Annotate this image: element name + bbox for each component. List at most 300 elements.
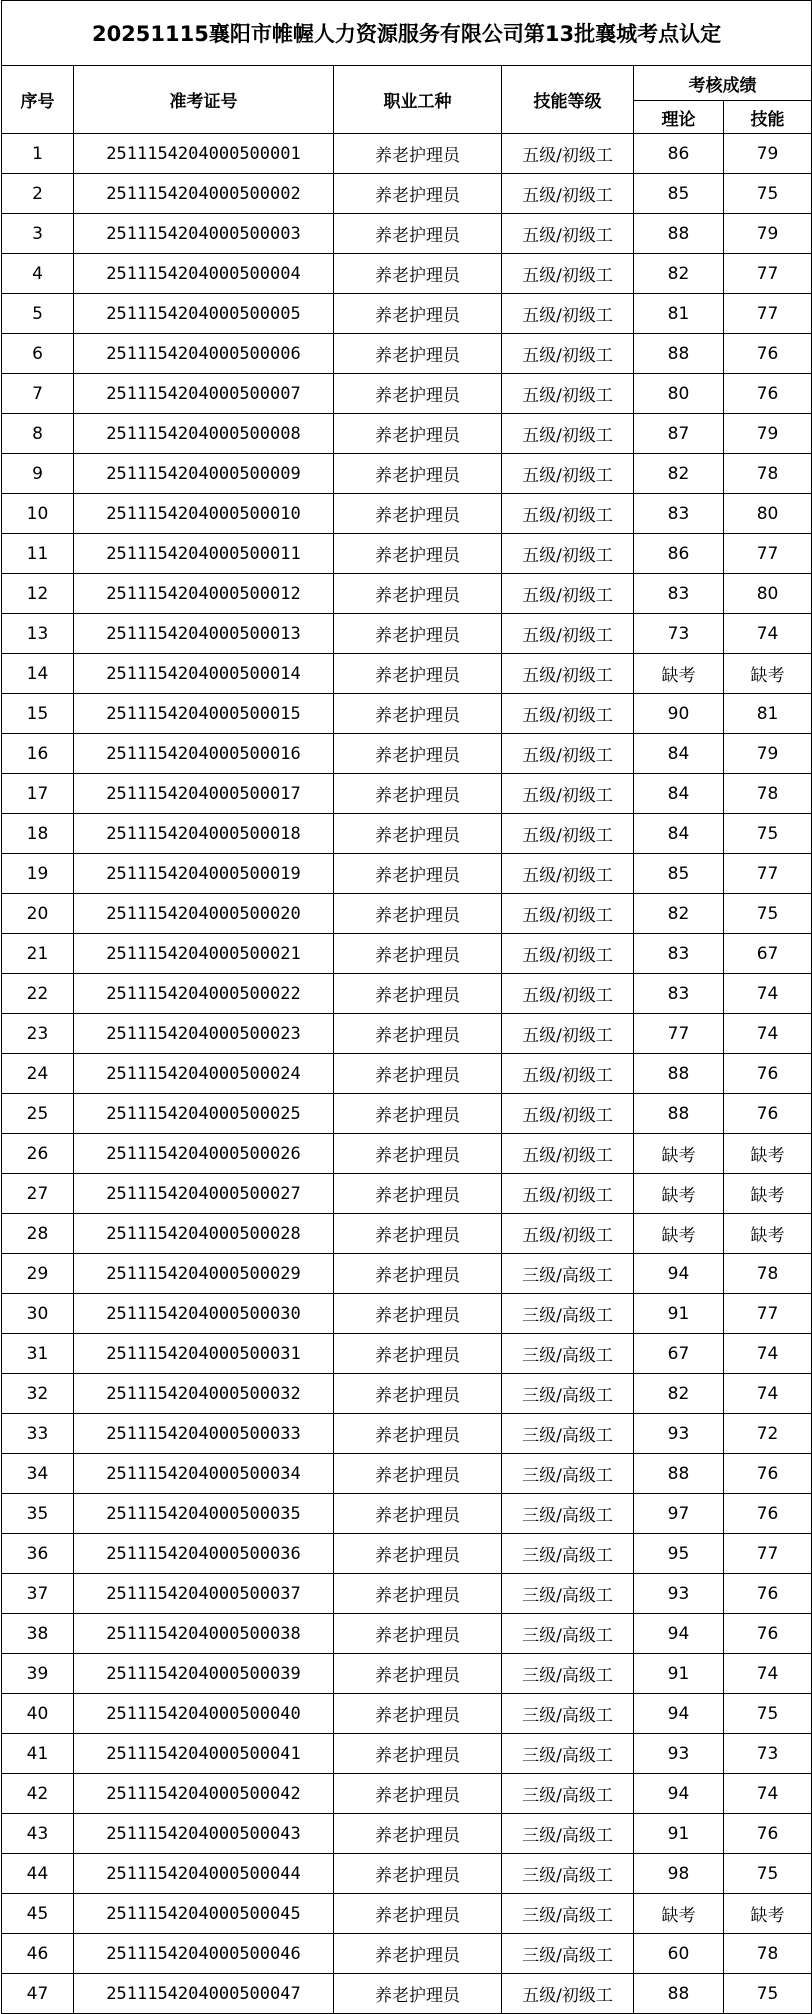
cell-occupation: 养老护理员 [334,174,502,214]
table-row [2,1374,812,1414]
cell-skill: 76 [724,1574,812,1614]
cell-theory: 98 [634,1854,724,1894]
cell-ticket: 2511154204000500018 [74,814,334,854]
cell-level: 三级/高级工 [502,1734,634,1774]
cell-skill: 80 [724,494,812,534]
cell-seq: 6 [2,334,74,374]
cell-level: 五级/初级工 [502,1014,634,1054]
cell-ticket: 2511154204000500001 [74,134,334,174]
cell-seq: 9 [2,454,74,494]
cell-ticket: 2511154204000500041 [74,1734,334,1774]
cell-ticket: 2511154204000500009 [74,454,334,494]
cell-occupation: 养老护理员 [334,1334,502,1374]
cell-seq: 1 [2,134,74,174]
cell-occupation: 养老护理员 [334,1614,502,1654]
cell-skill: 76 [724,1494,812,1534]
table-row [2,1494,812,1534]
cell-theory: 87 [634,414,724,454]
table-row [2,1854,812,1894]
table-row [2,494,812,534]
results-sheet [1,0,811,2014]
cell-ticket: 2511154204000500024 [74,1054,334,1094]
cell-seq: 16 [2,734,74,774]
cell-level: 五级/初级工 [502,374,634,414]
cell-ticket: 2511154204000500023 [74,1014,334,1054]
table-row [2,374,812,414]
table-row [2,1774,812,1814]
cell-occupation: 养老护理员 [334,414,502,454]
cell-theory: 83 [634,974,724,1014]
cell-seq: 23 [2,1014,74,1054]
cell-theory: 88 [634,1454,724,1494]
cell-seq: 33 [2,1414,74,1454]
cell-ticket: 2511154204000500022 [74,974,334,1014]
cell-theory: 86 [634,134,724,174]
cell-occupation: 养老护理员 [334,1094,502,1134]
cell-theory: 95 [634,1534,724,1574]
cell-ticket: 2511154204000500027 [74,1174,334,1214]
cell-level: 五级/初级工 [502,814,634,854]
cell-ticket: 2511154204000500045 [74,1894,334,1934]
cell-occupation: 养老护理员 [334,1894,502,1934]
cell-theory: 84 [634,734,724,774]
cell-occupation: 养老护理员 [334,1214,502,1254]
cell-occupation: 养老护理员 [334,454,502,494]
cell-skill: 74 [724,1374,812,1414]
cell-skill: 76 [724,334,812,374]
cell-skill: 76 [724,1614,812,1654]
cell-skill: 75 [724,174,812,214]
cell-skill: 74 [724,1334,812,1374]
cell-seq: 14 [2,654,74,694]
cell-seq: 34 [2,1454,74,1494]
cell-seq: 3 [2,214,74,254]
cell-seq: 24 [2,1054,74,1094]
cell-level: 三级/高级工 [502,1494,634,1534]
cell-occupation: 养老护理员 [334,1254,502,1294]
table-row [2,934,812,974]
cell-skill: 缺考 [724,1134,812,1174]
cell-level: 五级/初级工 [502,1094,634,1134]
cell-level: 五级/初级工 [502,894,634,934]
cell-level: 五级/初级工 [502,774,634,814]
cell-theory: 93 [634,1414,724,1454]
table-body [2,134,812,2014]
cell-occupation: 养老护理员 [334,1134,502,1174]
cell-skill: 73 [724,1734,812,1774]
cell-ticket: 2511154204000500035 [74,1494,334,1534]
cell-level: 三级/高级工 [502,1574,634,1614]
cell-seq: 17 [2,774,74,814]
cell-level: 五级/初级工 [502,1054,634,1094]
cell-skill: 78 [724,1254,812,1294]
table-row [2,1534,812,1574]
table-row [2,134,812,174]
cell-theory: 85 [634,854,724,894]
table-row [2,1054,812,1094]
cell-seq: 26 [2,1134,74,1174]
cell-theory: 88 [634,1974,724,2014]
cell-seq: 25 [2,1094,74,1134]
cell-level: 五级/初级工 [502,534,634,574]
cell-theory: 94 [634,1614,724,1654]
cell-theory: 67 [634,1334,724,1374]
table-row [2,1294,812,1334]
cell-seq: 35 [2,1494,74,1534]
cell-level: 五级/初级工 [502,734,634,774]
cell-occupation: 养老护理员 [334,1174,502,1214]
cell-ticket: 2511154204000500002 [74,174,334,214]
cell-ticket: 2511154204000500032 [74,1374,334,1414]
cell-theory: 82 [634,894,724,934]
cell-ticket: 2511154204000500026 [74,1134,334,1174]
cell-skill: 75 [724,814,812,854]
header-theory: 理论 [634,101,724,134]
cell-seq: 7 [2,374,74,414]
cell-occupation: 养老护理员 [334,1014,502,1054]
cell-level: 五级/初级工 [502,294,634,334]
cell-ticket: 2511154204000500004 [74,254,334,294]
cell-occupation: 养老护理员 [334,1534,502,1574]
cell-occupation: 养老护理员 [334,374,502,414]
header-skill: 技能 [724,101,812,134]
cell-ticket: 2511154204000500012 [74,574,334,614]
cell-seq: 47 [2,1974,74,2014]
cell-occupation: 养老护理员 [334,1774,502,1814]
cell-level: 三级/高级工 [502,1414,634,1454]
cell-skill: 76 [724,1814,812,1854]
cell-occupation: 养老护理员 [334,254,502,294]
cell-level: 五级/初级工 [502,134,634,174]
table-row [2,1614,812,1654]
cell-seq: 45 [2,1894,74,1934]
table-row [2,1214,812,1254]
cell-ticket: 2511154204000500037 [74,1574,334,1614]
cell-skill: 缺考 [724,1214,812,1254]
table-row [2,1414,812,1454]
cell-skill: 缺考 [724,654,812,694]
cell-theory: 97 [634,1494,724,1534]
cell-ticket: 2511154204000500010 [74,494,334,534]
cell-theory: 84 [634,814,724,854]
cell-occupation: 养老护理员 [334,534,502,574]
cell-ticket: 2511154204000500033 [74,1414,334,1454]
header-ticket: 准考证号 [74,66,334,134]
cell-theory: 81 [634,294,724,334]
cell-skill: 74 [724,614,812,654]
table-row [2,1454,812,1494]
cell-skill: 72 [724,1414,812,1454]
cell-theory: 缺考 [634,1134,724,1174]
cell-theory: 94 [634,1774,724,1814]
cell-theory: 91 [634,1294,724,1334]
cell-ticket: 2511154204000500007 [74,374,334,414]
cell-level: 三级/高级工 [502,1694,634,1734]
cell-seq: 41 [2,1734,74,1774]
cell-theory: 86 [634,534,724,574]
cell-occupation: 养老护理员 [334,1694,502,1734]
header-seq: 序号 [2,66,74,134]
cell-level: 五级/初级工 [502,614,634,654]
cell-occupation: 养老护理员 [334,694,502,734]
cell-level: 三级/高级工 [502,1294,634,1334]
cell-theory: 91 [634,1814,724,1854]
table-row [2,1734,812,1774]
cell-ticket: 2511154204000500046 [74,1934,334,1974]
table-row [2,294,812,334]
table-row [2,1174,812,1214]
cell-level: 五级/初级工 [502,1214,634,1254]
table-row [2,734,812,774]
cell-level: 五级/初级工 [502,934,634,974]
cell-occupation: 养老护理员 [334,654,502,694]
cell-theory: 82 [634,254,724,294]
cell-level: 三级/高级工 [502,1934,634,1974]
cell-skill: 74 [724,1014,812,1054]
cell-ticket: 2511154204000500038 [74,1614,334,1654]
cell-level: 三级/高级工 [502,1814,634,1854]
cell-seq: 10 [2,494,74,534]
table-row [2,1814,812,1854]
cell-occupation: 养老护理员 [334,494,502,534]
table-row [2,894,812,934]
cell-level: 三级/高级工 [502,1614,634,1654]
cell-occupation: 养老护理员 [334,614,502,654]
cell-seq: 37 [2,1574,74,1614]
cell-skill: 79 [724,734,812,774]
cell-occupation: 养老护理员 [334,1454,502,1494]
cell-skill: 缺考 [724,1174,812,1214]
cell-ticket: 2511154204000500006 [74,334,334,374]
cell-theory: 83 [634,574,724,614]
cell-level: 五级/初级工 [502,694,634,734]
cell-level: 三级/高级工 [502,1774,634,1814]
cell-skill: 75 [724,1694,812,1734]
cell-occupation: 养老护理员 [334,1414,502,1454]
cell-level: 三级/高级工 [502,1334,634,1374]
cell-level: 三级/高级工 [502,1654,634,1694]
table-row [2,1894,812,1934]
cell-seq: 5 [2,294,74,334]
cell-skill: 77 [724,1294,812,1334]
table-row [2,1574,812,1614]
cell-ticket: 2511154204000500039 [74,1654,334,1694]
table-row [2,1134,812,1174]
cell-seq: 19 [2,854,74,894]
cell-theory: 94 [634,1694,724,1734]
cell-skill: 77 [724,294,812,334]
cell-level: 五级/初级工 [502,214,634,254]
cell-seq: 38 [2,1614,74,1654]
cell-theory: 93 [634,1734,724,1774]
cell-skill: 77 [724,534,812,574]
cell-theory: 82 [634,454,724,494]
cell-ticket: 2511154204000500028 [74,1214,334,1254]
table-row [2,254,812,294]
cell-skill: 77 [724,254,812,294]
cell-theory: 88 [634,214,724,254]
cell-level: 五级/初级工 [502,414,634,454]
table-row [2,974,812,1014]
cell-theory: 85 [634,174,724,214]
cell-ticket: 2511154204000500008 [74,414,334,454]
cell-seq: 27 [2,1174,74,1214]
cell-skill: 67 [724,934,812,974]
cell-level: 五级/初级工 [502,454,634,494]
cell-skill: 78 [724,454,812,494]
cell-ticket: 2511154204000500016 [74,734,334,774]
cell-occupation: 养老护理员 [334,1814,502,1854]
cell-ticket: 2511154204000500034 [74,1454,334,1494]
cell-ticket: 2511154204000500014 [74,654,334,694]
cell-seq: 20 [2,894,74,934]
table-row [2,414,812,454]
cell-theory: 缺考 [634,1894,724,1934]
cell-ticket: 2511154204000500031 [74,1334,334,1374]
cell-ticket: 2511154204000500021 [74,934,334,974]
cell-theory: 93 [634,1574,724,1614]
cell-ticket: 2511154204000500043 [74,1814,334,1854]
cell-skill: 75 [724,894,812,934]
cell-level: 五级/初级工 [502,1174,634,1214]
cell-skill: 76 [724,1454,812,1494]
cell-skill: 74 [724,974,812,1014]
cell-level: 三级/高级工 [502,1894,634,1934]
cell-occupation: 养老护理员 [334,574,502,614]
cell-skill: 74 [724,1654,812,1694]
cell-skill: 76 [724,374,812,414]
cell-theory: 缺考 [634,654,724,694]
cell-theory: 88 [634,334,724,374]
cell-ticket: 2511154204000500015 [74,694,334,734]
cell-seq: 8 [2,414,74,454]
cell-level: 五级/初级工 [502,974,634,1014]
cell-level: 三级/高级工 [502,1254,634,1294]
table-row [2,1934,812,1974]
table-row [2,854,812,894]
cell-seq: 22 [2,974,74,1014]
cell-occupation: 养老护理员 [334,934,502,974]
cell-level: 五级/初级工 [502,574,634,614]
cell-skill: 79 [724,214,812,254]
table-row [2,614,812,654]
cell-ticket: 2511154204000500042 [74,1774,334,1814]
cell-skill: 缺考 [724,1894,812,1934]
cell-ticket: 2511154204000500013 [74,614,334,654]
cell-occupation: 养老护理员 [334,294,502,334]
cell-seq: 46 [2,1934,74,1974]
cell-skill: 79 [724,134,812,174]
table-row [2,1094,812,1134]
cell-theory: 80 [634,374,724,414]
cell-occupation: 养老护理员 [334,1854,502,1894]
cell-theory: 缺考 [634,1214,724,1254]
header-level: 技能等级 [502,66,634,134]
cell-theory: 91 [634,1654,724,1694]
cell-occupation: 养老护理员 [334,1374,502,1414]
cell-seq: 44 [2,1854,74,1894]
cell-theory: 83 [634,494,724,534]
cell-skill: 81 [724,694,812,734]
table-row [2,214,812,254]
cell-seq: 31 [2,1334,74,1374]
cell-seq: 40 [2,1694,74,1734]
cell-theory: 88 [634,1094,724,1134]
cell-ticket: 2511154204000500030 [74,1294,334,1334]
cell-occupation: 养老护理员 [334,1494,502,1534]
cell-ticket: 2511154204000500017 [74,774,334,814]
cell-seq: 13 [2,614,74,654]
cell-skill: 77 [724,1534,812,1574]
cell-occupation: 养老护理员 [334,1654,502,1694]
cell-occupation: 养老护理员 [334,774,502,814]
cell-ticket: 2511154204000500020 [74,894,334,934]
table-row [2,1974,812,2014]
cell-level: 三级/高级工 [502,1454,634,1494]
cell-ticket: 2511154204000500040 [74,1694,334,1734]
cell-occupation: 养老护理员 [334,1054,502,1094]
header-occupation: 职业工种 [334,66,502,134]
cell-seq: 39 [2,1654,74,1694]
cell-ticket: 2511154204000500011 [74,534,334,574]
table-row [2,654,812,694]
cell-level: 五级/初级工 [502,1134,634,1174]
cell-level: 五级/初级工 [502,494,634,534]
cell-level: 五级/初级工 [502,1974,634,2014]
cell-level: 五级/初级工 [502,334,634,374]
cell-theory: 83 [634,934,724,974]
cell-occupation: 养老护理员 [334,974,502,1014]
cell-seq: 21 [2,934,74,974]
cell-level: 五级/初级工 [502,254,634,294]
cell-seq: 15 [2,694,74,734]
cell-occupation: 养老护理员 [334,334,502,374]
cell-occupation: 养老护理员 [334,814,502,854]
cell-occupation: 养老护理员 [334,134,502,174]
table-row [2,1334,812,1374]
table-row [2,694,812,734]
cell-level: 五级/初级工 [502,854,634,894]
cell-skill: 80 [724,574,812,614]
cell-theory: 60 [634,1934,724,1974]
cell-occupation: 养老护理员 [334,894,502,934]
cell-seq: 36 [2,1534,74,1574]
table-row [2,1254,812,1294]
cell-occupation: 养老护理员 [334,854,502,894]
cell-ticket: 2511154204000500036 [74,1534,334,1574]
cell-skill: 76 [724,1054,812,1094]
table-row [2,814,812,854]
table-row [2,1014,812,1054]
cell-occupation: 养老护理员 [334,1934,502,1974]
cell-occupation: 养老护理员 [334,1294,502,1334]
cell-skill: 79 [724,414,812,454]
page-title: 20251115襄阳市帷幄人力资源服务有限公司第13批襄城考点认定 [2,1,812,66]
table-row [2,534,812,574]
cell-occupation: 养老护理员 [334,734,502,774]
cell-theory: 73 [634,614,724,654]
cell-level: 三级/高级工 [502,1534,634,1574]
cell-skill: 76 [724,1094,812,1134]
cell-level: 五级/初级工 [502,174,634,214]
cell-theory: 82 [634,1374,724,1414]
cell-seq: 43 [2,1814,74,1854]
table-row [2,774,812,814]
cell-level: 五级/初级工 [502,654,634,694]
cell-skill: 78 [724,774,812,814]
table-row [2,1694,812,1734]
cell-ticket: 2511154204000500025 [74,1094,334,1134]
